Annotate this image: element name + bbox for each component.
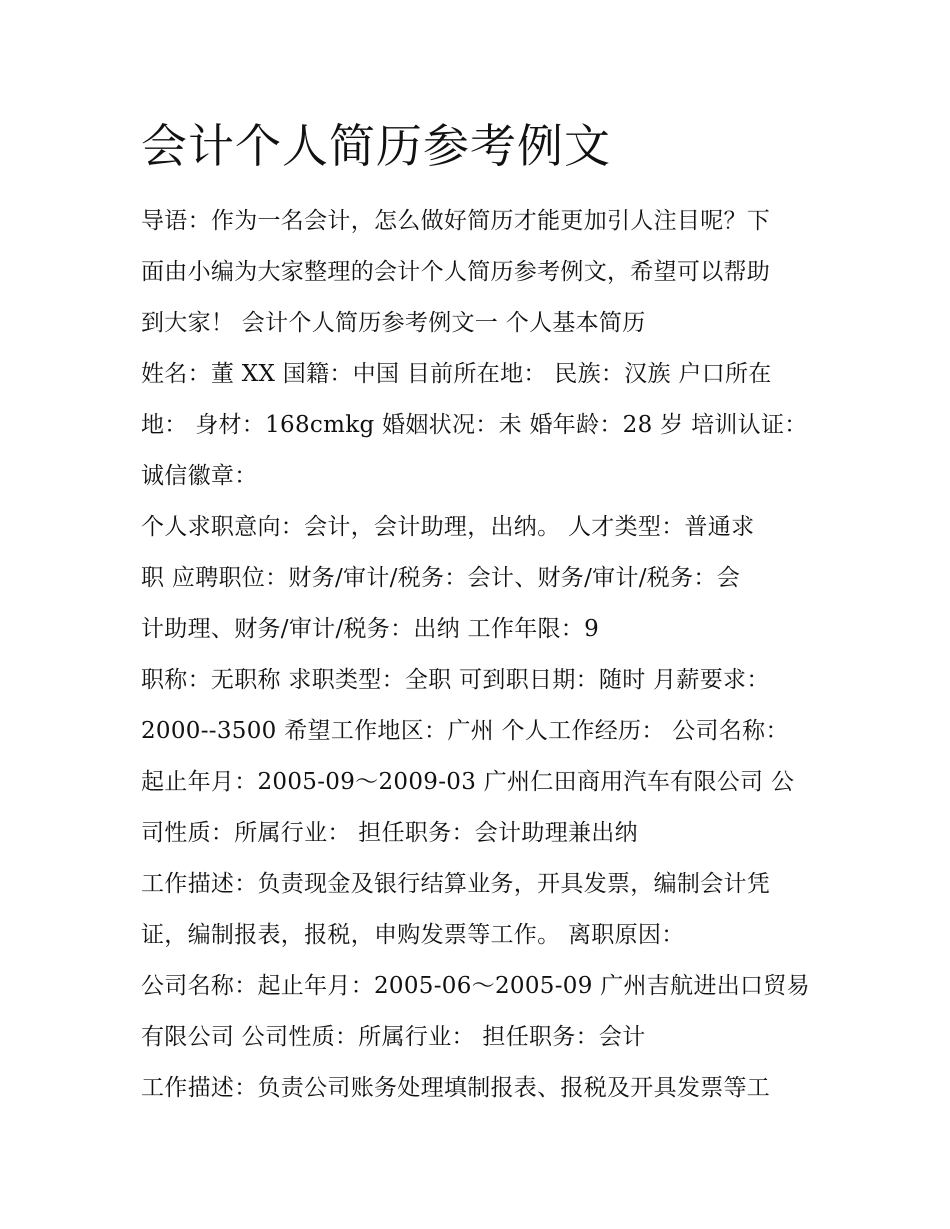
body-line: 职 应聘职位：财务/审计/税务：会计、财务/审计/税务：会 [141, 565, 741, 591]
body-line: 姓名：董 XX 国籍：中国 目前所在地： 民族：汉族 户口所在 [141, 361, 772, 387]
body-line: 职称：无职称 求职类型：全职 可到职日期：随时 月薪要求： [141, 667, 770, 693]
document-title: 会计个人简历参考例文 [141, 119, 611, 173]
body-line: 司性质：所属行业： 担任职务：会计助理兼出纳 [141, 820, 638, 846]
body-line: 导语：作为一名会计，怎么做好简历才能更加引人注目呢？下 [141, 208, 771, 234]
body-line: 计助理、财务/审计/税务：出纳 工作年限：9 [141, 616, 600, 642]
body-line: 证，编制报表，报税，申购发票等工作。 离职原因： [141, 922, 685, 948]
body-line: 地： 身材：168cmkg 婚姻状况：未 婚年龄：28 岁 培训认证： [141, 412, 808, 438]
body-line: 公司名称：起止年月：2005-06～2005-09 广州吉航进出口贸易 [141, 973, 810, 999]
body-line: 有限公司 公司性质：所属行业： 担任职务：会计 [141, 1024, 646, 1050]
body-line: 工作描述：负责公司账务处理填制报表、报税及开具发票等工 [141, 1075, 771, 1101]
document-body [141, 196, 821, 1114]
body-line: 诚信徽章： [141, 463, 258, 489]
body-line: 面由小编为大家整理的会计个人简历参考例文，希望可以帮助 [141, 259, 771, 285]
body-line: 工作描述：负责现金及银行结算业务，开具发票，编制会计凭 [141, 871, 771, 897]
body-line: 个人求职意向：会计，会计助理，出纳。 人才类型：普通求 [141, 514, 755, 540]
body-line: 起止年月：2005-09～2009-03 广州仁田商用汽车有限公司 公 [141, 769, 795, 795]
body-line: 到大家！ 会计个人简历参考例文一 个人基本简历 [141, 310, 646, 336]
body-line: 2000--3500 希望工作地区：广州 个人工作经历： 公司名称： [141, 718, 789, 744]
